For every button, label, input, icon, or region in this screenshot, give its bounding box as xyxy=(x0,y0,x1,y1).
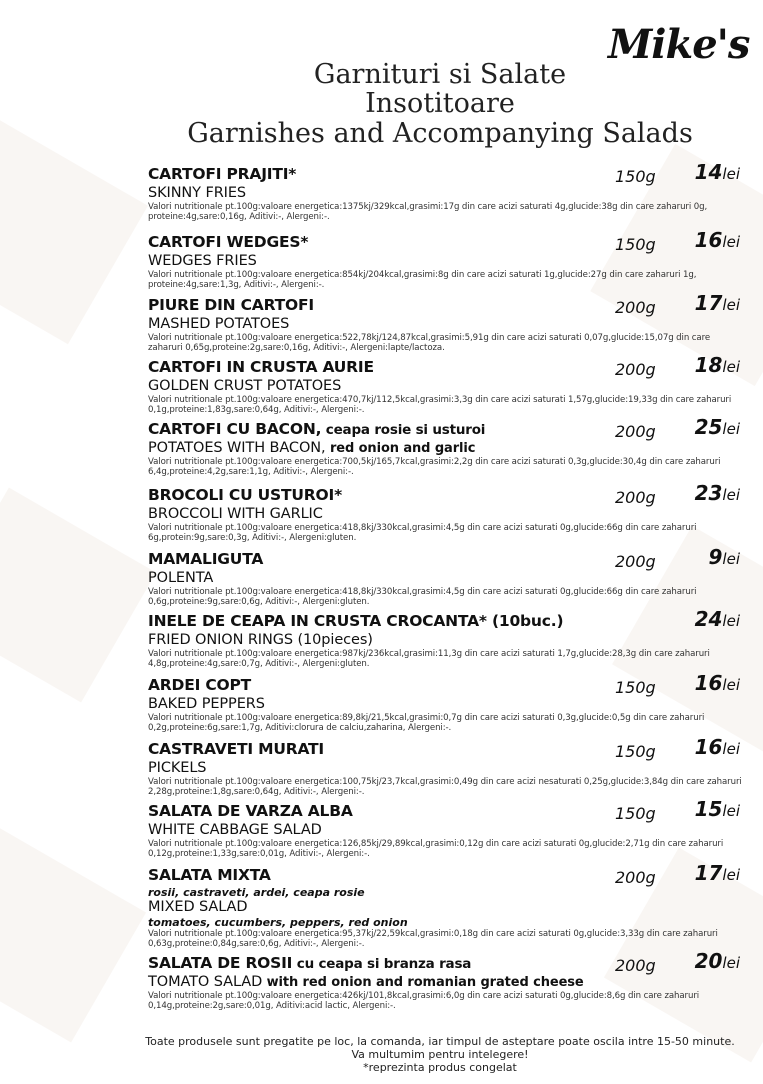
item-name-main: CARTOFI WEDGES* xyxy=(148,233,309,251)
page-title xyxy=(150,60,730,150)
item-name-en-detail: red onion and garlic xyxy=(325,441,476,456)
item-name-en-main: BAKED PEPPERS xyxy=(148,696,265,712)
title-line-en: Garnishes and Accompanying Salads xyxy=(187,118,693,149)
item-name-en-main: PICKELS xyxy=(148,760,207,776)
item-name-main: CASTRAVETI MURATI xyxy=(148,740,324,758)
item-name-en-main: SKINNY FRIES xyxy=(148,185,247,201)
item-name-en-main: FRIED ONION RINGS (10pieces) xyxy=(148,632,373,648)
item-price-value: 23 xyxy=(694,481,723,505)
item-name-main: BROCOLI CU USTUROI* xyxy=(148,486,342,504)
item-weight: 200g xyxy=(615,552,656,571)
item-price-currency: lei xyxy=(722,802,740,820)
item-name-en xyxy=(148,378,743,395)
item-nutrition-info: Valori nutritionale pt.100g:valoare energetica:126,85kj/29,89kcal,grasimi:0,12g din care acizi saturati 0g,glucide:2,71g din care zaharuri 0,12g,proteine:1,33g,sare:0,01g, Aditivi:-, Alergeni:-. xyxy=(148,839,724,859)
item-name-main: CARTOFI PRAJITI* xyxy=(148,165,297,183)
item-weight: 200g xyxy=(615,422,656,441)
item-price-value: 16 xyxy=(694,228,723,252)
item-name-detail: ceapa rosie si usturoi xyxy=(321,422,486,438)
item-name-en xyxy=(148,760,743,777)
item-price xyxy=(688,546,740,570)
item-weight: 200g xyxy=(615,488,656,507)
item-name-en-main: TOMATO SALAD xyxy=(148,974,263,990)
item-nutrition-info: Valori nutritionale pt.100g:valoare energetica:987kj/236kcal,grasimi:11,3g din care acizi saturati 1,7g,glucide:28,3g din care zaharuri 4,8g,proteine:4g,sare:0,7g, Aditivi:-, Alergeni:gluten. xyxy=(148,649,710,669)
item-price-currency: lei xyxy=(722,165,740,183)
item-name-detail: cu ceapa si branza rasa xyxy=(292,956,472,972)
item-price xyxy=(688,798,740,822)
item-price xyxy=(688,161,740,185)
item-price xyxy=(688,862,740,886)
item-price-value: 20 xyxy=(694,949,723,973)
background-shape xyxy=(0,828,146,1043)
item-name-main: CARTOFI CU BACON, xyxy=(148,420,322,438)
item-name-en xyxy=(148,632,743,649)
item-name-main: INELE DE CEAPA IN CRUSTA CROCANTA* (10buc.) xyxy=(148,612,564,630)
item-name-en-detail: with red onion and romanian grated cheese xyxy=(262,975,584,990)
brand-logo: Mike's xyxy=(608,21,750,68)
item-price-currency: lei xyxy=(722,612,740,630)
item-name-en xyxy=(148,570,743,587)
item-price-value: 16 xyxy=(694,671,723,695)
item-weight: 150g xyxy=(615,235,656,254)
item-price-value: 24 xyxy=(694,607,723,631)
item-price-value: 17 xyxy=(694,861,723,885)
footer-line-thanks: Va multumim pentru intelegere! xyxy=(351,1048,529,1061)
item-name-main: PIURE DIN CARTOFI xyxy=(148,296,314,314)
item-name-en-main: MASHED POTATOES xyxy=(148,316,290,332)
item-price xyxy=(688,292,740,316)
menu-item xyxy=(148,353,743,415)
menu-item xyxy=(148,949,743,1011)
item-nutrition-info: Valori nutritionale pt.100g:valoare energetica:470,7kj/112,5kcal,grasimi:3,3g din care acizi saturati 1,57g,glucide:19,33g din care zaharuri 0,1g,proteine:1,83g,sare:0,64g, Aditivi:-, Alergeni:-. xyxy=(148,395,732,415)
item-weight: 200g xyxy=(615,298,656,317)
item-price-currency: lei xyxy=(722,740,740,758)
item-name-en-main: BROCCOLI WITH GARLIC xyxy=(148,506,323,522)
item-price-value: 16 xyxy=(694,735,723,759)
item-name-en-main: WEDGES FRIES xyxy=(148,253,257,269)
item-price xyxy=(688,672,740,696)
item-weight: 200g xyxy=(615,868,656,887)
item-name-en xyxy=(148,316,743,333)
item-nutrition-info: Valori nutritionale pt.100g:valoare energetica:418,8kj/330kcal,grasimi:4,5g din care acizi saturati 0g,glucide:66g din care zaharuri 6g,protein:9g,sare:0,3g, Aditivi:-, Alergeni:gluten. xyxy=(148,523,697,543)
item-name-en xyxy=(148,253,743,270)
item-nutrition-info: Valori nutritionale pt.100g:valoare energetica:1375kj/329kcal,grasimi:17g din care acizi saturati 4g,glucide:38g din care zaharuri 0g, proteine:4g,sare:0,16g, Aditivi:-, Alergeni:-. xyxy=(148,202,708,222)
item-price-value: 14 xyxy=(694,160,723,184)
item-description-ro: rosii, castraveti, ardei, ceapa rosie xyxy=(148,886,365,899)
item-name-en-main: GOLDEN CRUST POTATOES xyxy=(148,378,342,394)
menu-item xyxy=(148,291,743,353)
item-name-main: MAMALIGUTA xyxy=(148,550,264,568)
background-shape xyxy=(0,116,148,345)
item-name-main: SALATA MIXTA xyxy=(148,866,271,884)
item-price xyxy=(688,416,740,440)
menu-item xyxy=(148,861,743,949)
item-price-currency: lei xyxy=(722,866,740,884)
item-name-en-main: WHITE CABBAGE SALAD xyxy=(148,822,322,838)
item-weight: 150g xyxy=(615,167,656,186)
menu-item xyxy=(148,415,743,477)
item-price-currency: lei xyxy=(722,296,740,314)
item-name-en xyxy=(148,440,743,457)
item-name-en xyxy=(148,899,743,916)
item-name-en-main: MIXED SALAD xyxy=(148,899,248,915)
item-price xyxy=(688,354,740,378)
item-price-value: 15 xyxy=(694,797,723,821)
item-price xyxy=(688,608,740,632)
item-name-main: SALATA DE ROSII xyxy=(148,954,293,972)
item-name-en xyxy=(148,185,743,202)
menu-item xyxy=(148,797,743,859)
item-price-currency: lei xyxy=(722,550,740,568)
item-price-currency: lei xyxy=(722,358,740,376)
item-weight: 200g xyxy=(615,956,656,975)
item-nutrition-info: Valori nutritionale pt.100g:valoare energetica:89,8kj/21,5kcal,grasimi:0,7g din care acizi saturati 0,3g,glucide:0,5g din care zaharuri 0,2g,proteine:6g,sare:1,7g, Aditivi:clorura de calciu,zaharina, Alergeni:-. xyxy=(148,713,705,733)
item-price-currency: lei xyxy=(722,420,740,438)
item-name-en-main: POTATOES WITH BACON, xyxy=(148,440,326,456)
item-weight: 150g xyxy=(615,678,656,697)
item-name-en xyxy=(148,974,743,991)
item-nutrition-info: Valori nutritionale pt.100g:valoare energetica:418,8kj/330kcal,grasimi:4,5g din care acizi saturati 0g,glucide:66g din care zaharuri 0,6g,proteine:9g,sare:0,6g, Aditivi:-, Alergeni:gluten. xyxy=(148,587,697,607)
footer-line-wait: Toate produsele sunt pregatite pe loc, la comanda, iar timpul de asteptare poate oscila intre 15-50 minute. xyxy=(145,1035,735,1048)
title-line-ro-2: Insotitoare xyxy=(365,88,515,119)
menu-item xyxy=(148,735,743,797)
item-name-ro xyxy=(148,612,743,632)
item-price-value: 9 xyxy=(708,545,723,569)
item-nutrition-info: Valori nutritionale pt.100g:valoare energetica:522,78kj/124,87kcal,grasimi:5,91g din care acizi saturati 0,07g,glucide:15,07g din care zaharuri 0,65g,proteine:2g,sare:0,16g, Aditivi:-, Alergeni:lapte/lactoza. xyxy=(148,333,711,353)
item-name-main: ARDEI COPT xyxy=(148,676,252,694)
menu-item xyxy=(148,228,743,290)
menu-item xyxy=(148,160,743,222)
item-weight: 200g xyxy=(615,360,656,379)
item-price xyxy=(688,950,740,974)
item-price-value: 25 xyxy=(694,415,723,439)
menu-item xyxy=(148,607,743,669)
item-weight: 150g xyxy=(615,742,656,761)
item-name-main: CARTOFI IN CRUSTA AURIE xyxy=(148,358,374,376)
item-price xyxy=(688,229,740,253)
title-line-ro: Garnituri si Salate xyxy=(313,59,567,90)
item-nutrition-info: Valori nutritionale pt.100g:valoare energetica:854kj/204kcal,grasimi:8g din care acizi saturati 1g,glucide:27g din care zaharuri 1g, proteine:4g,sare:1,3g, Aditivi:-, Alergeni:-. xyxy=(148,270,697,290)
item-weight: 150g xyxy=(615,804,656,823)
background-shape xyxy=(0,488,156,703)
menu-item xyxy=(148,671,743,733)
item-name-en xyxy=(148,506,743,523)
item-price-currency: lei xyxy=(722,486,740,504)
item-nutrition-info: Valori nutritionale pt.100g:valoare energetica:426kj/101,8kcal,grasimi:6,0g din care acizi saturati 0g,glucide:8,6g din care zaharuri 0,14g,proteine:2g,sare:0,01g, Aditivi:acid lactic, Alergeni:-. xyxy=(148,991,700,1011)
item-name-main: SALATA DE VARZA ALBA xyxy=(148,802,353,820)
item-name-en xyxy=(148,822,743,839)
item-nutrition-info: Valori nutritionale pt.100g:valoare energetica:700,5kj/165,7kcal,grasimi:2,2g din care acizi saturati 0,3g,glucide:30,4g din care zaharuri 6,4g,proteine:4,2g,sare:1,1g, Aditivi:-, Alergeni:-. xyxy=(148,457,721,477)
item-description-en: tomatoes, cucumbers, peppers, red onion xyxy=(148,916,408,929)
item-name-en xyxy=(148,696,743,713)
footer-note xyxy=(120,1035,760,1074)
menu-item xyxy=(148,545,743,607)
item-price xyxy=(688,482,740,506)
item-nutrition-info: Valori nutritionale pt.100g:valoare energetica:95,37kj/22,59kcal,grasimi:0,18g din care acizi saturati 0g,glucide:3,33g din care zaharuri 0,63g,proteine:0,84g,sare:0,6g, Aditivi:-, Alergeni:-. xyxy=(148,929,718,949)
item-price-currency: lei xyxy=(722,233,740,251)
item-price-currency: lei xyxy=(722,676,740,694)
menu-item xyxy=(148,481,743,543)
item-price-value: 17 xyxy=(694,291,723,315)
item-nutrition-info: Valori nutritionale pt.100g:valoare energetica:100,75kj/23,7kcal,grasimi:0,49g din care acizi nesaturati 0,25g,glucide:3,84g din care zaharuri 2,28g,proteine:1,8g,sare:0,64g, Aditivi:-, Alergeni:-. xyxy=(148,777,742,797)
item-price xyxy=(688,736,740,760)
item-name-en-main: POLENTA xyxy=(148,570,214,586)
item-price-currency: lei xyxy=(722,954,740,972)
item-price-value: 18 xyxy=(694,353,723,377)
footer-line-frozen: *reprezinta produs congelat xyxy=(363,1061,517,1074)
